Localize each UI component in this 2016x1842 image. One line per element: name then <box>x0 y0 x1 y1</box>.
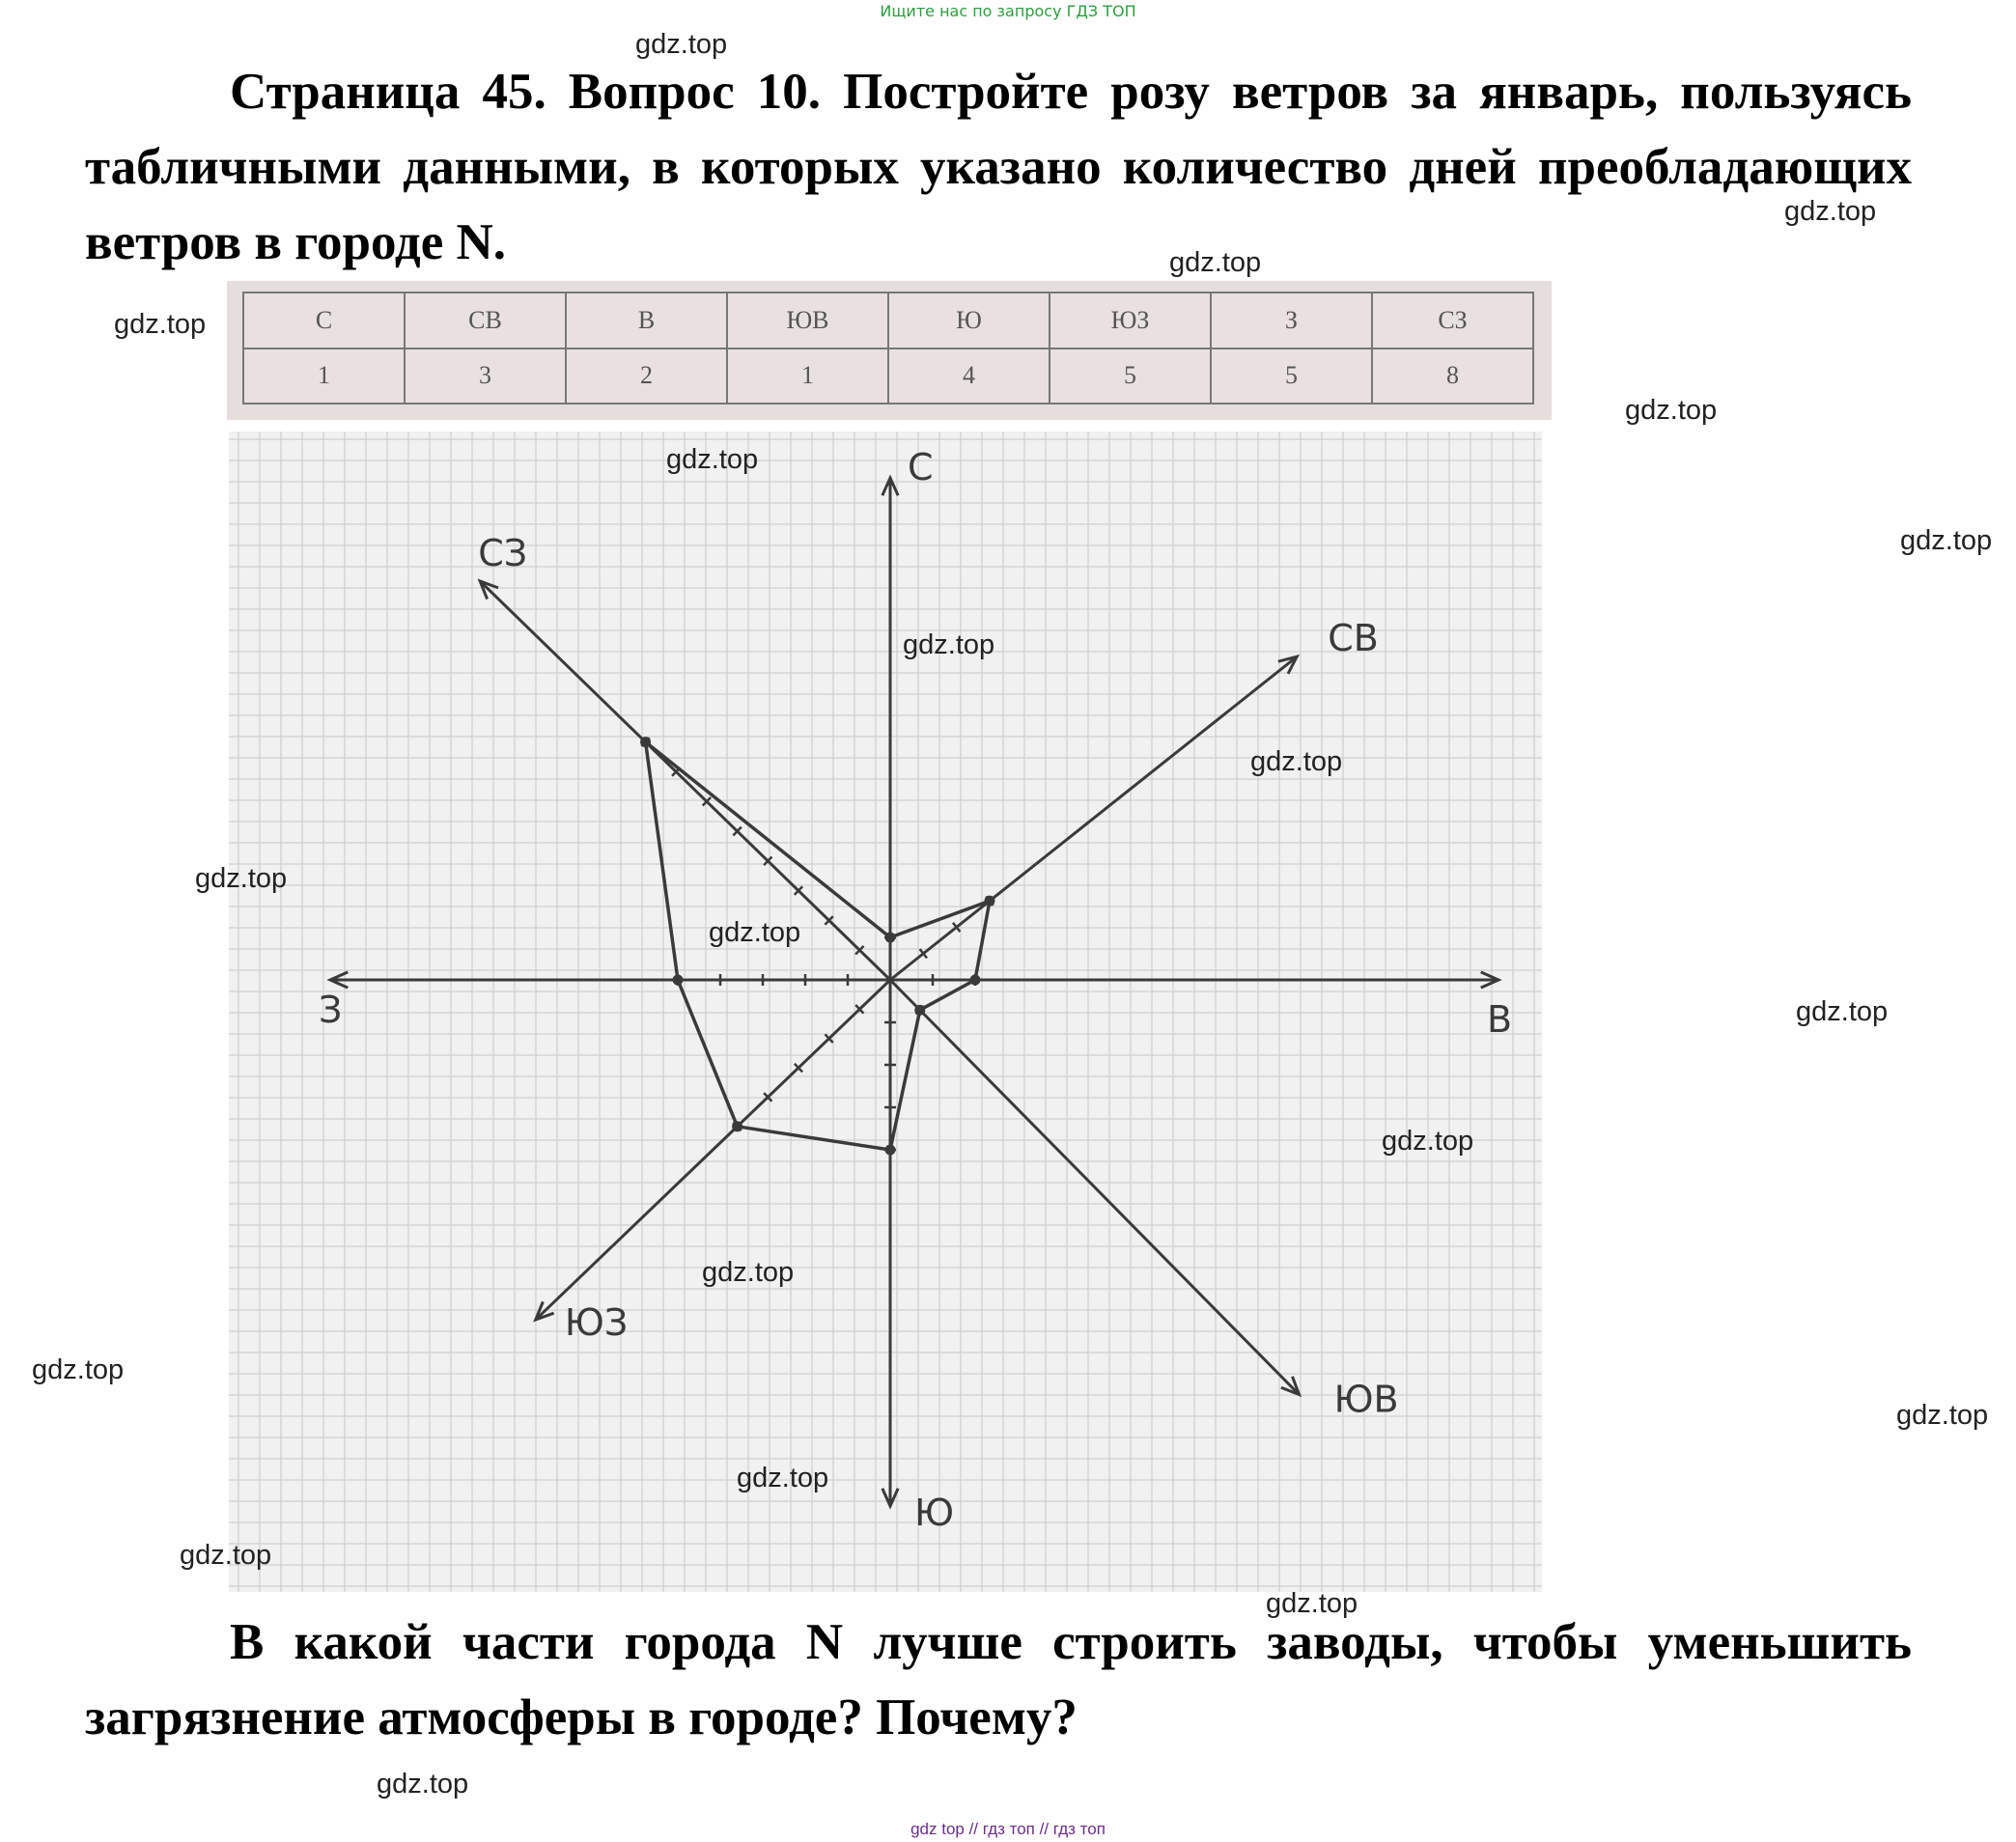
watermark: gdz.top <box>702 1257 795 1288</box>
axis-label-n: С <box>908 446 934 488</box>
table-cell: В <box>566 293 727 349</box>
watermark: gdz.top <box>1625 395 1718 426</box>
watermark: gdz.top <box>32 1354 125 1385</box>
rose-point-e <box>970 975 981 986</box>
watermark: gdz.top <box>1169 247 1262 278</box>
table-cell: ЮЗ <box>1050 293 1211 349</box>
axis-label-se: ЮВ <box>1333 1378 1399 1421</box>
table-cell: 4 <box>888 349 1050 405</box>
watermark: gdz.top <box>903 629 995 660</box>
watermark: gdz.top <box>737 1463 829 1493</box>
wind-rose-drawing <box>229 432 1542 1592</box>
watermark: gdz.top <box>635 29 728 60</box>
watermark: gdz.top <box>1250 746 1343 777</box>
table-cell: СВ <box>405 293 566 349</box>
table-cell: 1 <box>727 349 888 405</box>
table-cell: ЮВ <box>727 293 888 349</box>
table-cell: 1 <box>243 349 405 405</box>
watermark: gdz.top <box>666 444 759 475</box>
watermark: gdz.top <box>1796 996 1889 1027</box>
table-cell: З <box>1211 293 1372 349</box>
rose-point-sw <box>732 1121 742 1131</box>
table-row-directions <box>243 293 1533 349</box>
rose-point-nw <box>640 737 651 747</box>
wind-data-table <box>227 281 1552 420</box>
rose-point-n <box>885 933 896 943</box>
table-cell: 3 <box>405 349 566 405</box>
rose-point-s <box>885 1145 896 1156</box>
table-cell: 5 <box>1211 349 1372 405</box>
rose-point-se <box>914 1005 925 1016</box>
table-row-days <box>243 349 1533 405</box>
axis-label-nw: СЗ <box>478 532 528 574</box>
search-note: Ищите нас по запросу ГДЗ ТОП <box>880 2 1136 20</box>
watermark: gdz.top <box>1266 1588 1358 1619</box>
axis-label-w: З <box>319 989 343 1031</box>
watermark: gdz.top <box>709 917 801 948</box>
watermark: gdz.top <box>1382 1126 1474 1157</box>
table-cell: С <box>243 293 405 349</box>
axis-label-e: В <box>1487 998 1513 1041</box>
table-cell: Ю <box>888 293 1050 349</box>
axis-label-s: Ю <box>914 1492 955 1534</box>
followup-question: В какой части города N лучше строить заводы, чтобы уменьшить загрязнение атмосферы в городе? Почему? <box>85 1614 1912 1745</box>
watermark: gdz.top <box>114 309 207 340</box>
table-cell: 2 <box>566 349 727 405</box>
watermark: gdz.top <box>180 1540 272 1571</box>
rose-point-ne <box>984 896 994 907</box>
question-title: Страница 45. Вопрос 10. Постройте розу ветров за январь, пользуясь табличными данными, в которых указано количество дней преобладающих ветров в городе N. <box>85 64 1912 270</box>
table-cell: 8 <box>1372 349 1533 405</box>
table-cell: 5 <box>1050 349 1211 405</box>
axis-label-sw: ЮЗ <box>564 1300 629 1344</box>
watermark: gdz.top <box>1896 1400 1989 1431</box>
rose-point-w <box>673 975 684 986</box>
table-cell: СЗ <box>1372 293 1533 349</box>
axis-label-ne: СВ <box>1328 617 1379 660</box>
wind-rose-svg <box>229 432 1542 1592</box>
watermark: gdz.top <box>1900 525 1993 556</box>
watermark: gdz.top <box>377 1769 469 1800</box>
footer-links: gdz top // гдз топ // гдз топ <box>910 1820 1106 1838</box>
wind-table <box>242 292 1534 405</box>
watermark: gdz.top <box>195 863 288 894</box>
watermark: gdz.top <box>1784 196 1877 227</box>
